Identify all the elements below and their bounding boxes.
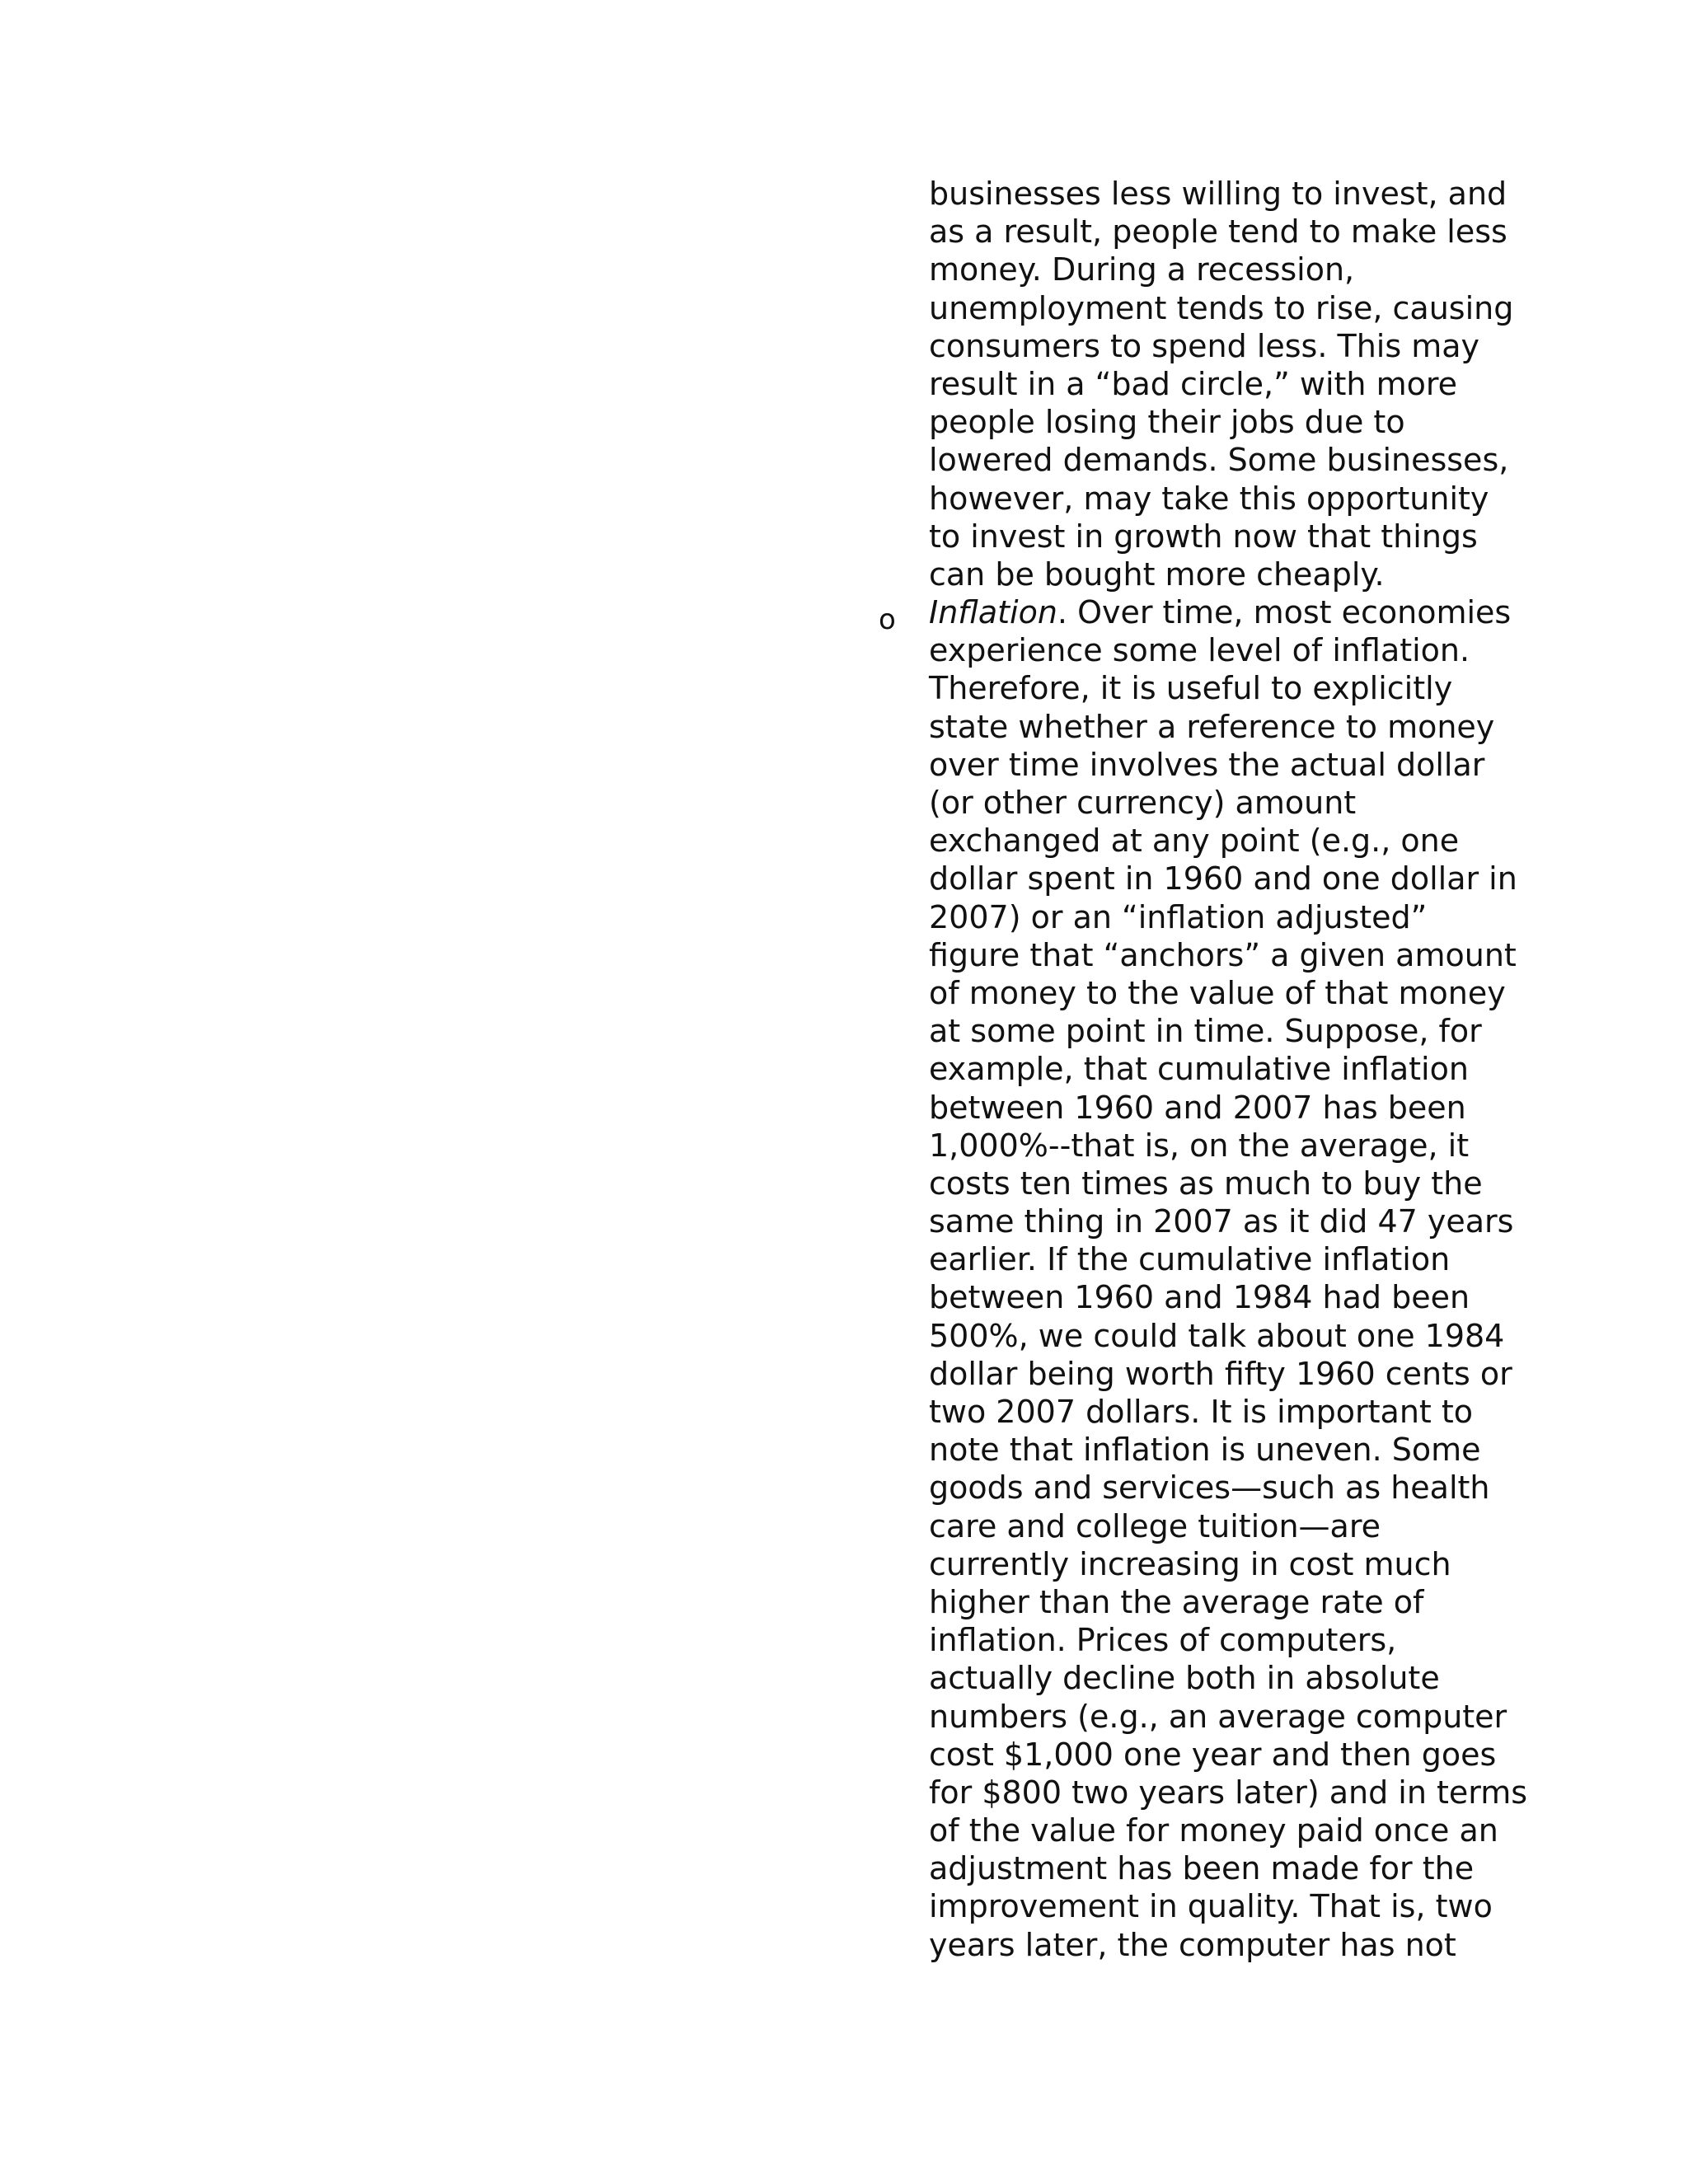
text-line: goods and services—such as health [929, 1469, 1490, 1507]
text-line: dollar being worth fifty 1960 cents or [929, 1355, 1512, 1392]
text-line: over time involves the actual dollar [929, 746, 1485, 783]
text-line: example, that cumulative inflation [929, 1051, 1469, 1088]
continuation-paragraph [929, 175, 1514, 593]
text-line: as a result, people tend to make less [929, 213, 1507, 251]
text-line: Therefore, it is useful to explicitly [929, 670, 1453, 707]
text-line: between 1960 and 2007 has been [929, 1089, 1466, 1126]
text-line: 1,000%--that is, on the average, it [929, 1127, 1470, 1164]
text-line: figure that “anchors” a given amount [929, 936, 1517, 973]
text-line: consumers to spend less. This may [929, 327, 1480, 364]
text-line: higher than the average rate of [929, 1583, 1424, 1620]
text-line: actually decline both in absolute [929, 1660, 1440, 1697]
inflation-first-line-rest: . Over time, most economies [1057, 594, 1512, 631]
text-line: earlier. If the cumulative inflation [929, 1241, 1451, 1278]
text-line: can be bought more cheaply. [929, 555, 1385, 593]
list-bullet-icon: o [879, 603, 896, 636]
text-line: state whether a reference to money [929, 708, 1495, 745]
text-line: improvement in quality. That is, two [929, 1888, 1493, 1925]
text-line: exchanged at any point (e.g., one [929, 823, 1460, 860]
text-line: years later, the computer has not [929, 1926, 1456, 1963]
text-line: unemployment tends to rise, causing [929, 289, 1514, 326]
text-line: two 2007 dollars. It is important to [929, 1394, 1474, 1430]
text-line: businesses less willing to invest, and [929, 176, 1507, 212]
text-line: however, may take this opportunity [929, 480, 1489, 517]
text-line: numbers (e.g., an average computer [929, 1698, 1507, 1735]
inflation-list-item [929, 593, 1528, 1964]
text-line: of the value for money paid once an [929, 1812, 1498, 1849]
text-line: 2007) or an “inflation adjusted” [929, 898, 1428, 935]
text-line: (or other currency) amount [929, 785, 1357, 821]
text-line: cost $1,000 one year and then goes [929, 1736, 1497, 1773]
text-line: experience some level of inflation. [929, 632, 1470, 669]
text-line: between 1960 and 1984 had been [929, 1279, 1470, 1316]
text-line: for $800 two years later) and in terms [929, 1774, 1528, 1811]
text-line: at some point in time. Suppose, for [929, 1013, 1482, 1050]
text-line: costs ten times as much to buy the [929, 1165, 1483, 1202]
text-line: dollar spent in 1960 and one dollar in [929, 860, 1517, 898]
text-line: care and college tuition—are [929, 1507, 1381, 1544]
text-line: result in a “bad circle,” with more [929, 365, 1458, 402]
text-line: to invest in growth now that things [929, 518, 1478, 555]
text-line: people losing their jobs due to [929, 404, 1405, 441]
text-line: of money to the value of that money [929, 974, 1506, 1011]
text-line: currently increasing in cost much [929, 1545, 1451, 1582]
text-line: lowered demands. Some businesses, [929, 442, 1509, 479]
text-line: same thing in 2007 as it did 47 years [929, 1203, 1514, 1240]
text-line: adjustment has been made for the [929, 1850, 1475, 1887]
text-line: inflation. Prices of computers, [929, 1622, 1397, 1659]
text-line: money. During a recession, [929, 251, 1355, 288]
inflation-term: Inflation [929, 594, 1057, 631]
text-line: 500%, we could talk about one 1984 [929, 1317, 1505, 1354]
text-line: note that inflation is uneven. Some [929, 1432, 1481, 1469]
text-line [929, 593, 1512, 631]
text-column [929, 175, 1528, 1964]
